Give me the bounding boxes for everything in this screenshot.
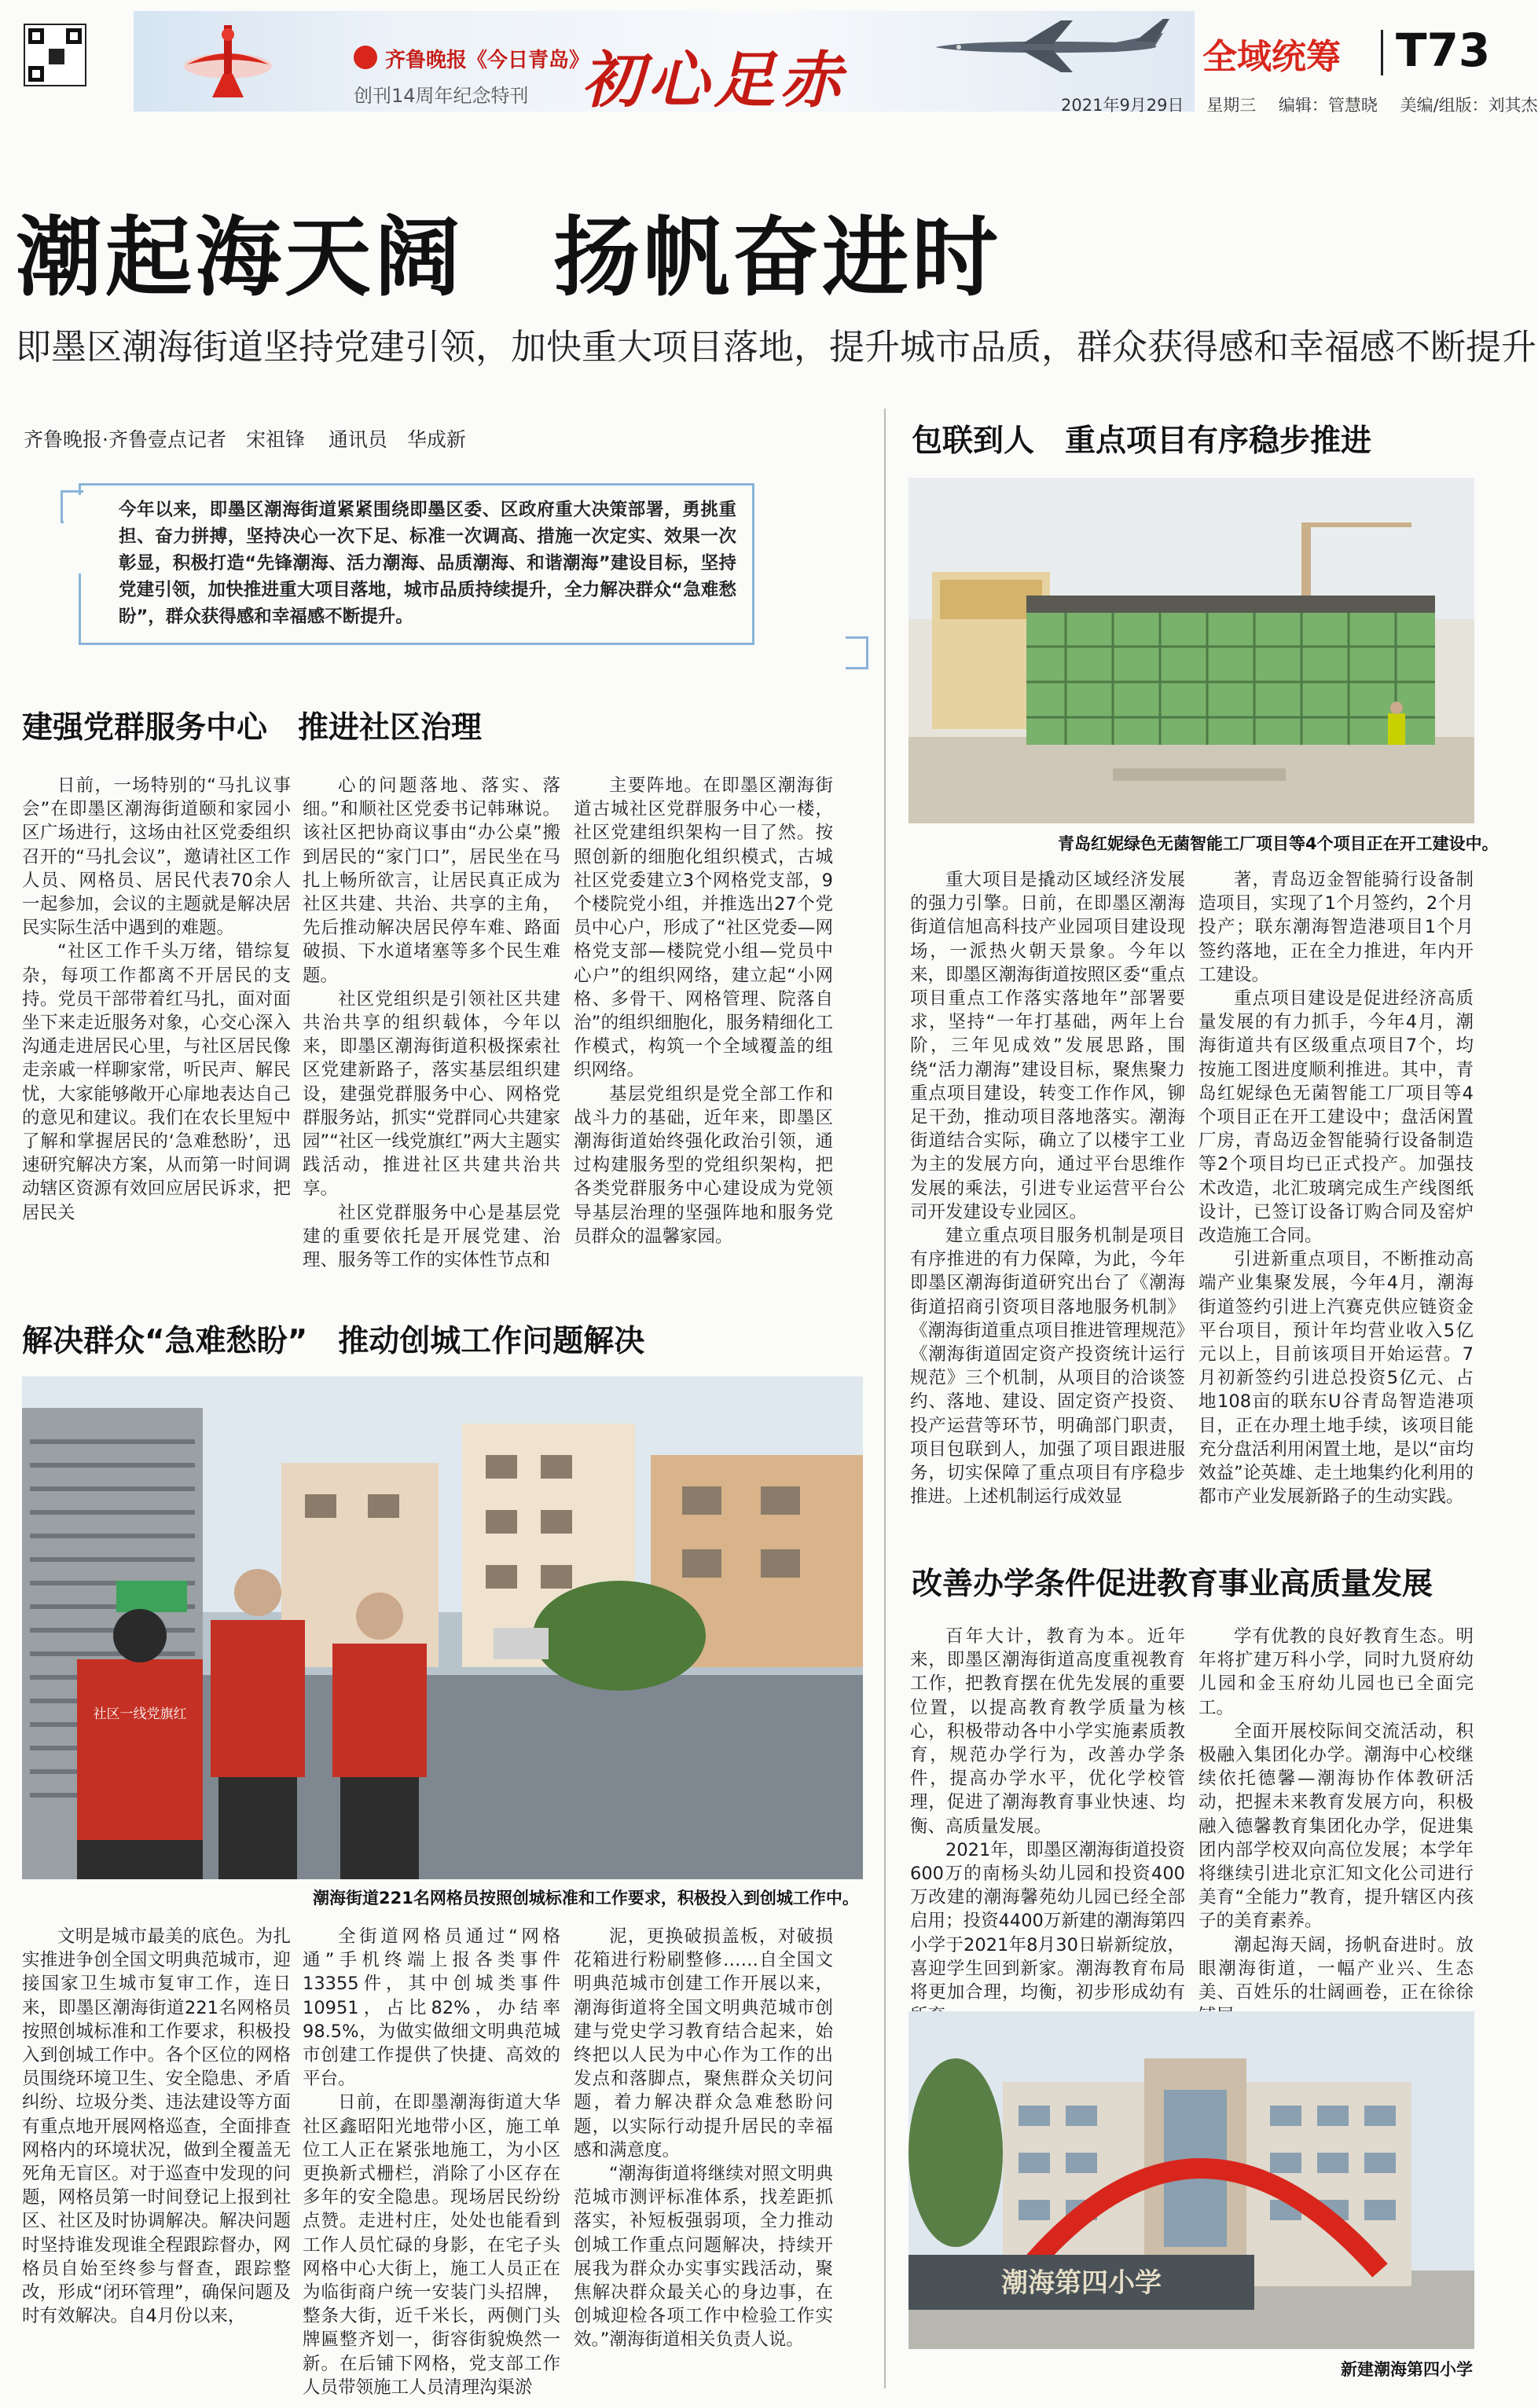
article-column	[1198, 1625, 1474, 2003]
article-paragraph: 引进新重点项目，不断推动高端产业集聚发展，今年4月，潮海街道签约引进上汽赛克供应链资金平台项目，预计年均营业收入5亿元以上，目前该项目开始运营。7月初新签约引进总投资5亿元、占地108亩的联东U谷青岛智造港项目，正在办理土地手续，该项目能充分盘活利用闲置土地，是以“亩均效益”论英雄、走土地集约化利用的都市产业发展新路子的生动实践。	[1198, 1249, 1474, 1508]
section-title: 包联到人 重点项目有序稳步推进	[912, 423, 1372, 459]
article-paragraph: 日前，在即墨潮海街道大华社区鑫昭阳光地带小区，施工单位工人正在紧张地施工，为小区更换新式栅栏，消除了小区存在多年的安全隐患。现场居民纷纷点赞。走进村庄，处处也能看到工作人员忙碌的身影，在宅子头网格中心大街上，施工人员正在为临街商户统一安装门头招牌，整条大街，近千米长，两侧门头牌匾整齐划一，街容街貌焕然一新。在后铺下网格，党支部工作人员带领施工人员清理沟渠淤	[303, 2092, 560, 2398]
article-paragraph: 2021年，即墨区潮海街道投资600万的南杨头幼儿园和投资400万改建的潮海馨苑幼儿园已经全部启用；投资4400万新建的潮海第四小学于2021年8月30日崭新绽放，喜迎学生回到新家。潮海教育布局将更加合理，均衡，初步形成幼有	[910, 1839, 1185, 2003]
article-column	[910, 1625, 1185, 2003]
column-divider	[884, 409, 886, 2388]
article-column	[574, 1925, 833, 2396]
newspaper-logo-icon	[354, 46, 377, 69]
byline-correspondent: 通讯员 华成新	[328, 428, 466, 451]
article-paragraph: 全面开展校际间交流活动，积极融入集团化办学。潮海中心校继续依托德馨—潮海协作体教研活动，把握未来教育发展方向，积极融入德馨教育集团化办学，促进集团内部学校双向高位发展；本学年将继续引进北京汇知文化公司进行美育“全能力”教育，提升辖区内孩子的美育素养。	[1198, 1721, 1474, 1932]
section-title: 建强党群服务中心 推进社区治理	[22, 710, 483, 746]
article-column	[303, 1925, 560, 2396]
lead-box-corner	[846, 636, 868, 669]
article-paragraph: 学有优教的良好教育生态。明年将扩建万科小学，同时九贤府幼儿园和金玉府幼儿园也已全面完工。	[1198, 1626, 1474, 1718]
editor: 编辑：管慧晓	[1278, 96, 1378, 115]
article-column	[22, 1925, 291, 2396]
article-paragraph: 文明是城市最美的底色。为扎实推进争创全国文明典范城市，迎接国家卫生城市复审工作，连日来，即墨区潮海街道221名网格员按照创城标准和工作要求，积极投入到创城工作中。各个区位的网格员围绕环境卫生、安全隐患、矛盾纠纷、垃圾分类、违法建设等方面有重点地开展网格巡查，全面排查网格内的环境状况，做到全覆盖无死角无盲区。对于巡查中发现的问题，网格员第一时间登记上报到社区、社区及时协调解决。解决问题时坚持谁发现谁全程跟踪督办，网格员自始至终参与督查，跟踪整改，形成“闭环管理”，确保问题及时有效解决。自4月份以来，	[22, 1926, 291, 2327]
special-issue-title: 初心足赤	[582, 45, 846, 116]
page-number: T73	[1396, 24, 1491, 77]
issue-weekday: 星期三	[1206, 96, 1257, 115]
section-title: 改善办学条件促进教育事业高质量发展	[912, 1567, 1433, 1602]
article-paragraph: 心的问题落地、落实、落细。”和顺社区党委书记韩琳说。该社区把协商议事由“办公桌”搬到居民的“家门口”，居民坐在马扎上畅所欲言，让居民真正成为社区共建、共治、共享的主角，先后推动解决居民停车难、路面破损、下水道堵塞等多个民生难题。	[303, 775, 560, 986]
article-paragraph: 潮起海天阔，扬帆奋进时。放眼潮海街道，一幅产业兴、生态美、百姓乐的壮阔画卷，正在徐徐	[1198, 1934, 1474, 2003]
article-paragraph: 泥，更换破损盖板，对破损花箱进行粉刷整修……自全国文明典范城市创建工作开展以来，潮海街道将全国文明典范城市创建与党史学习教育结合起来，始终把以人民为中心作为工作的出发点和落脚点，聚焦群众关切问题，着力解决群众急难愁盼问题，以实际行动提升居民的幸福感和满意度。	[574, 1926, 833, 2161]
article-paragraph: 重点项目建设是促进经济高质量发展的有力抓手，今年4月，潮海街道共有区级重点项目7个，均按施工图进度顺利推进。其中，青岛红妮绿色无菌智能工厂项目等4个项目正在开工建设中；盘活闲置厂房，青岛迈金智能骑行设备制造等2个项目均已正式投产。加强技术改造，北汇玻璃完成生产线图纸设计，已签订设备订购合同及窑炉改造施工合同。	[1198, 988, 1474, 1247]
airplane-icon	[927, 16, 1179, 79]
byline	[24, 424, 483, 453]
lead-paragraph: 今年以来，即墨区潮海街道紧紧围绕即墨区委、区政府重大决策部署，勇挑重担、奋力拼搏，坚持决心一次下足、标准一次调高、措施一次定实、效果一次彰显，积极打造“先锋潮海、活力潮海、品质潮海、和谐潮海”建设目标，坚持党建引领，加快推进重大项目落地，城市品质持续提升，全力解决群众“急难愁盼”，群众获得感和幸福感不断提升。	[79, 483, 754, 645]
article-paragraph: 著，青岛迈金智能骑行设备制造项目，实现了1个月签约，2个月投产；联东潮海智造港项目1个月签约落地，正在全力推进，年内开工建设。	[1198, 870, 1474, 985]
brand-name: 齐鲁晚报《今日青岛》	[385, 49, 590, 72]
article-column	[910, 868, 1185, 1508]
brand-subtitle: 创刊14周年纪念特刊	[354, 85, 529, 107]
section-name: 全域统筹	[1202, 37, 1341, 77]
header-divider	[1381, 30, 1383, 75]
dateline	[1061, 93, 1538, 116]
article-paragraph: 社区党群服务中心是基层党建的重要依托是开展党建、治理、服务等工作的实体性节点和	[303, 1202, 560, 1271]
article-paragraph: “社区工作千头万绪，错综复杂，每项工作都离不开居民的支持。党员干部带着红马扎，面对面坐下来走近服务对象，心交心深入沟通走进居民心里，与社区居民像走亲戚一样聊家常，听民声、解民忧，大家能够敞开心扉地表达自己的意见和建议。我们在农长里短中了解和掌握居民的‘急难愁盼’，迅速研究解决方案，从而第一时间调动辖区资源有效回应居民诉求，把居民关	[22, 941, 291, 1223]
article-paragraph: 主要阵地。在即墨区潮海街道古城社区党群服务中心一楼，社区党建组织架构一目了然。按照创新的细胞化组织模式，古城社区党委建立3个网格党支部，9个楼院党小组，并推选出27个党员中心户，形成了“社区党委—网格党支部—楼院党小组—党员中心户”的组织网络，建立起“小网格、多骨干、网格管理、院落自治”的组织细胞化，服务精细化工作模式，构筑一个全域覆盖的组织网络。	[574, 775, 833, 1081]
article-paragraph: 日前，一场特别的“马扎议事会”在即墨区潮海街道颐和家园小区广场进行，这场由社区党委组织召开的“马扎会议”，邀请社区工作人员、网格员、居民代表70余人一起参加，会议的主题就是解决居民实际生活中遇到的难题。	[22, 775, 291, 939]
article-paragraph: 重大项目是撬动区域经济发展的强力引擎。日前，在即墨区潮海街道信旭高科技产业园项目建设现场，一派热火朝天景象。今年以来，即墨区潮海街道按照区委“重点项目重点工作落实落地年”部署要求，坚持“一年打基础，两年上台阶，三年见成效”发展思路，围绕“活力潮海”建设目标，聚焦聚力重点项目建设，转变工作作风，铆足干劲，推动项目落地落实。潮海街道结合实际，确立了以楼宇工业为主的发展方向，通过平台思维作发展的乘法，引进专业运营平台公司开发建设专业园区。	[910, 870, 1185, 1222]
article-paragraph: 社区党组织是引领社区共建共治共享的组织载体，今年以来，即墨区潮海街道积极探索社区党建新路子，落实基层组织建设，建强党群服务中心、网格党群服务站，抓实“党群同心共建家园”“社区一线党旗红”两大主题实践活动，推进社区共建共治共享。	[303, 988, 560, 1200]
section-title: 解决群众“急难愁盼” 推动创城工作问题解决	[22, 1324, 645, 1359]
tower-logo-icon	[181, 19, 275, 105]
school-sign: 潮海第四小学	[1001, 2267, 1162, 2299]
photo-caption: 青岛红妮绿色无菌智能工厂项目等4个项目正在开工建设中。	[1058, 834, 1499, 853]
grid-workers-photo	[22, 1376, 863, 1879]
designer: 美编/组版：刘其杰	[1400, 96, 1538, 115]
article-paragraph: 基层党组织是党全部工作和战斗力的基础，近年来，即墨区潮海街道始终强化政治引领，通过构建服务型的党组织架构，把各类党群服务中心建设成为党领导基层治理的坚强阵地和服务党员群众的温馨家园。	[574, 1083, 833, 1247]
photo-caption: 潮海街道221名网格员按照创城标准和工作要求，积极投入到创城工作中。	[313, 1889, 859, 1908]
article-column	[574, 774, 833, 1277]
article-column	[1198, 868, 1474, 1508]
article-column	[303, 774, 560, 1277]
headline: 潮起海天阔 扬帆奋进时	[16, 207, 1001, 308]
article-paragraph: 全街道网格员通过“网格通”手机终端上报各类事件13355件，其中创城类事件10951，占比82%，办结率98.5%，为做实做细文明典范城市创建工作提供了快捷、高效的平台。	[303, 1926, 560, 2090]
issue-date: 2021年9月29日	[1061, 96, 1184, 115]
school-photo	[908, 2011, 1474, 2349]
article-column	[22, 774, 291, 1277]
construction-photo	[908, 478, 1474, 823]
byline-reporter: 齐鲁晚报·齐鲁壹点记者 宋祖锋	[24, 428, 305, 451]
vest-slogan: 社区一线党旗红	[93, 1706, 187, 1722]
article-paragraph: 建立重点项目服务机制是项目有序推进的有力保障，为此，今年即墨区潮海街道研究出台了《潮海街道招商引资项目落地服务机制》《潮海街道重点项目推进管理规范》《潮海街道固定资产投资统计运行规范》三个机制，从项目的洽谈签约、落地、建设、固定资产投资、投产运营等环节，明确部门职责，项目包联到人，加强了项目跟进服务，切实保障了重点项目有序稳步推进。上述机制运行成效显	[910, 1226, 1185, 1508]
photo-caption: 新建潮海第四小学	[1341, 2360, 1473, 2379]
article-paragraph: 百年大计，教育为本。近年来，即墨区潮海街道高度重视教育工作，把教育摆在优先发展的重要位置，以提高教育教学质量为核心，积极带动各中小学实施素质教育，规范办学行为，改善办学条件，提高办学水平，优化学校管理，促进了潮海教育事业快速、均衡、高质量发展。	[910, 1626, 1185, 1837]
subheadline: 即墨区潮海街道坚持党建引领，加快重大项目落地，提升城市品质，群众获得感和幸福感不断提升	[16, 326, 1537, 368]
article-paragraph: “潮海街道将继续对照文明典范城市测评标准体系，找差距抓落实，补短板强弱项，全力推动创城工作重点问题解决，持续开展我为群众办实事实践活动，聚焦解决群众最关心的身边事，在创城迎检各项工作中检验工作实效。”潮海街道相关负责人说。	[574, 2164, 833, 2351]
qr-code	[24, 24, 86, 86]
